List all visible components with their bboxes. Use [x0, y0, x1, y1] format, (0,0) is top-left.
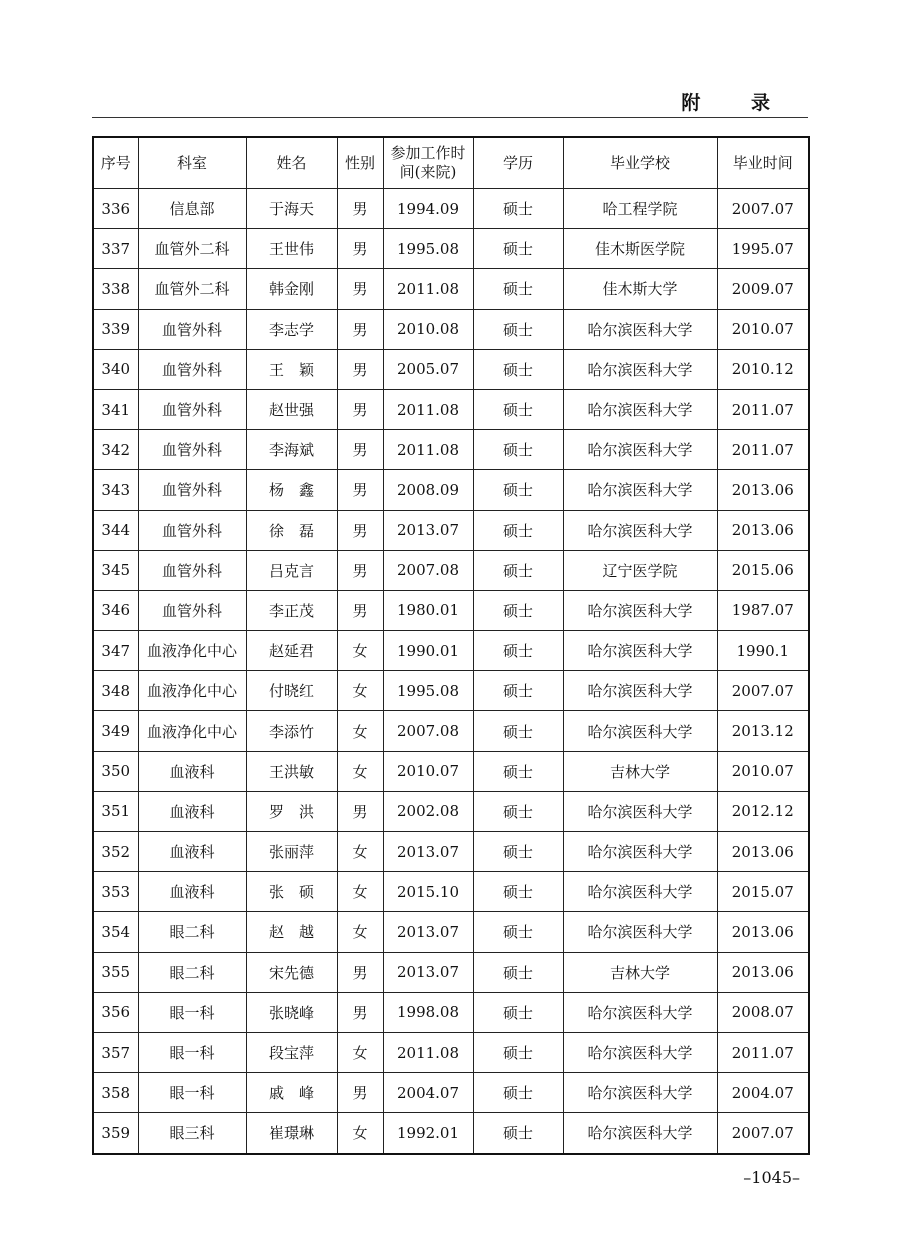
row-index-cell: 340 [93, 349, 138, 389]
start-date-cell: 2011.08 [383, 1032, 473, 1072]
start-date-cell: 2015.10 [383, 872, 473, 912]
start-date-cell: 2011.08 [383, 389, 473, 429]
department-cell: 血液净化中心 [138, 671, 246, 711]
gender-cell: 男 [337, 510, 383, 550]
graduation-date-cell: 1987.07 [717, 590, 809, 630]
department-cell: 血液科 [138, 872, 246, 912]
degree-cell: 硕士 [473, 470, 563, 510]
graduation-date-cell: 2015.07 [717, 872, 809, 912]
start-date-cell: 2013.07 [383, 832, 473, 872]
row-index-cell: 338 [93, 269, 138, 309]
table-row [93, 912, 809, 952]
department-cell: 眼一科 [138, 1073, 246, 1113]
table-row [93, 430, 809, 470]
column-header: 毕业学校 [563, 137, 717, 189]
degree-cell: 硕士 [473, 952, 563, 992]
name-cell: 李正茂 [246, 590, 337, 630]
start-date-cell: 2008.09 [383, 470, 473, 510]
graduation-date-cell: 2007.07 [717, 189, 809, 229]
school-cell: 哈尔滨医科大学 [563, 309, 717, 349]
name-cell: 赵 越 [246, 912, 337, 952]
start-date-cell: 2005.07 [383, 349, 473, 389]
table-row [93, 550, 809, 590]
school-cell: 辽宁医学院 [563, 550, 717, 590]
graduation-date-cell: 2011.07 [717, 389, 809, 429]
school-cell: 哈尔滨医科大学 [563, 1113, 717, 1154]
column-header: 科室 [138, 137, 246, 189]
name-cell: 段宝萍 [246, 1032, 337, 1072]
start-date-cell: 2007.08 [383, 550, 473, 590]
row-index-cell: 344 [93, 510, 138, 550]
gender-cell: 男 [337, 992, 383, 1032]
school-cell: 哈尔滨医科大学 [563, 510, 717, 550]
row-index-cell: 351 [93, 791, 138, 831]
school-cell: 哈尔滨医科大学 [563, 912, 717, 952]
graduation-date-cell: 2015.06 [717, 550, 809, 590]
degree-cell: 硕士 [473, 269, 563, 309]
degree-cell: 硕士 [473, 590, 563, 630]
name-cell: 李志学 [246, 309, 337, 349]
table-row [93, 671, 809, 711]
row-index-cell: 348 [93, 671, 138, 711]
degree-cell: 硕士 [473, 189, 563, 229]
degree-cell: 硕士 [473, 430, 563, 470]
table-row [93, 510, 809, 550]
school-cell: 佳木斯大学 [563, 269, 717, 309]
column-header: 学历 [473, 137, 563, 189]
degree-cell: 硕士 [473, 711, 563, 751]
table-row [93, 952, 809, 992]
degree-cell: 硕士 [473, 309, 563, 349]
table-row [93, 992, 809, 1032]
graduation-date-cell: 2013.06 [717, 912, 809, 952]
name-cell: 徐 磊 [246, 510, 337, 550]
page-number: –1045– [743, 1168, 800, 1187]
start-date-cell: 1994.09 [383, 189, 473, 229]
table-row [93, 189, 809, 229]
row-index-cell: 357 [93, 1032, 138, 1072]
start-date-cell: 2010.07 [383, 751, 473, 791]
name-cell: 王 颖 [246, 349, 337, 389]
department-cell: 血管外科 [138, 590, 246, 630]
department-cell: 血管外二科 [138, 229, 246, 269]
school-cell: 哈尔滨医科大学 [563, 791, 717, 831]
table-row [93, 832, 809, 872]
graduation-date-cell: 1995.07 [717, 229, 809, 269]
table-row [93, 349, 809, 389]
name-cell: 吕克言 [246, 550, 337, 590]
name-cell: 崔璟琳 [246, 1113, 337, 1154]
degree-cell: 硕士 [473, 912, 563, 952]
row-index-cell: 349 [93, 711, 138, 751]
start-date-cell: 2002.08 [383, 791, 473, 831]
table-row [93, 470, 809, 510]
gender-cell: 男 [337, 349, 383, 389]
graduation-date-cell: 2013.06 [717, 952, 809, 992]
row-index-cell: 342 [93, 430, 138, 470]
graduation-date-cell: 2010.12 [717, 349, 809, 389]
row-index-cell: 352 [93, 832, 138, 872]
school-cell: 哈尔滨医科大学 [563, 711, 717, 751]
department-cell: 血管外科 [138, 470, 246, 510]
gender-cell: 女 [337, 1032, 383, 1072]
start-date-cell: 2004.07 [383, 1073, 473, 1113]
gender-cell: 女 [337, 711, 383, 751]
table-row [93, 631, 809, 671]
table-row [93, 389, 809, 429]
name-cell: 王洪敏 [246, 751, 337, 791]
gender-cell: 男 [337, 229, 383, 269]
department-cell: 血液净化中心 [138, 631, 246, 671]
department-cell: 血管外科 [138, 309, 246, 349]
name-cell: 李海斌 [246, 430, 337, 470]
degree-cell: 硕士 [473, 550, 563, 590]
degree-cell: 硕士 [473, 832, 563, 872]
row-index-cell: 358 [93, 1073, 138, 1113]
department-cell: 眼二科 [138, 912, 246, 952]
row-index-cell: 337 [93, 229, 138, 269]
school-cell: 佳木斯医学院 [563, 229, 717, 269]
table-body [93, 189, 809, 1154]
start-date-cell: 1995.08 [383, 229, 473, 269]
table-row [93, 711, 809, 751]
degree-cell: 硕士 [473, 1032, 563, 1072]
name-cell: 宋先德 [246, 952, 337, 992]
gender-cell: 男 [337, 952, 383, 992]
department-cell: 信息部 [138, 189, 246, 229]
graduation-date-cell: 2004.07 [717, 1073, 809, 1113]
name-cell: 张丽萍 [246, 832, 337, 872]
row-index-cell: 345 [93, 550, 138, 590]
start-date-cell: 2010.08 [383, 309, 473, 349]
table-row [93, 309, 809, 349]
start-date-cell: 2011.08 [383, 430, 473, 470]
name-cell: 李添竹 [246, 711, 337, 751]
school-cell: 哈尔滨医科大学 [563, 992, 717, 1032]
school-cell: 哈尔滨医科大学 [563, 349, 717, 389]
name-cell: 张晓峰 [246, 992, 337, 1032]
name-cell: 于海天 [246, 189, 337, 229]
start-date-cell: 2013.07 [383, 912, 473, 952]
degree-cell: 硕士 [473, 791, 563, 831]
department-cell: 血管外科 [138, 510, 246, 550]
start-date-cell: 1992.01 [383, 1113, 473, 1154]
degree-cell: 硕士 [473, 389, 563, 429]
graduation-date-cell: 1990.1 [717, 631, 809, 671]
row-index-cell: 339 [93, 309, 138, 349]
degree-cell: 硕士 [473, 349, 563, 389]
row-index-cell: 353 [93, 872, 138, 912]
school-cell: 哈工程学院 [563, 189, 717, 229]
gender-cell: 女 [337, 1113, 383, 1154]
header-divider [92, 117, 808, 118]
school-cell: 哈尔滨医科大学 [563, 671, 717, 711]
school-cell: 哈尔滨医科大学 [563, 1032, 717, 1072]
gender-cell: 男 [337, 389, 383, 429]
row-index-cell: 359 [93, 1113, 138, 1154]
school-cell: 哈尔滨医科大学 [563, 832, 717, 872]
row-index-cell: 336 [93, 189, 138, 229]
department-cell: 血管外科 [138, 430, 246, 470]
department-cell: 血管外科 [138, 389, 246, 429]
name-cell: 罗 洪 [246, 791, 337, 831]
department-cell: 眼二科 [138, 952, 246, 992]
name-cell: 戚 峰 [246, 1073, 337, 1113]
column-header: 姓名 [246, 137, 337, 189]
table-row [93, 791, 809, 831]
degree-cell: 硕士 [473, 510, 563, 550]
department-cell: 血液科 [138, 751, 246, 791]
staff-table [92, 136, 810, 1155]
row-index-cell: 347 [93, 631, 138, 671]
column-header: 毕业时间 [717, 137, 809, 189]
department-cell: 血管外二科 [138, 269, 246, 309]
school-cell: 哈尔滨医科大学 [563, 430, 717, 470]
graduation-date-cell: 2010.07 [717, 751, 809, 791]
gender-cell: 男 [337, 550, 383, 590]
page-header-title: 附 录 [681, 92, 792, 114]
column-header: 参加工作时间(来院) [383, 137, 473, 189]
degree-cell: 硕士 [473, 1073, 563, 1113]
start-date-cell: 2011.08 [383, 269, 473, 309]
column-header: 序号 [93, 137, 138, 189]
school-cell: 哈尔滨医科大学 [563, 1073, 717, 1113]
gender-cell: 女 [337, 751, 383, 791]
degree-cell: 硕士 [473, 671, 563, 711]
department-cell: 血液科 [138, 791, 246, 831]
table-header-row [93, 137, 809, 189]
row-index-cell: 354 [93, 912, 138, 952]
gender-cell: 女 [337, 912, 383, 952]
degree-cell: 硕士 [473, 872, 563, 912]
table-row [93, 1113, 809, 1154]
school-cell: 哈尔滨医科大学 [563, 389, 717, 429]
graduation-date-cell: 2010.07 [717, 309, 809, 349]
table-row [93, 1032, 809, 1072]
start-date-cell: 1995.08 [383, 671, 473, 711]
department-cell: 眼一科 [138, 992, 246, 1032]
school-cell: 哈尔滨医科大学 [563, 872, 717, 912]
graduation-date-cell: 2011.07 [717, 1032, 809, 1072]
department-cell: 血管外科 [138, 349, 246, 389]
degree-cell: 硕士 [473, 1113, 563, 1154]
graduation-date-cell: 2013.06 [717, 470, 809, 510]
start-date-cell: 1990.01 [383, 631, 473, 671]
gender-cell: 女 [337, 671, 383, 711]
row-index-cell: 341 [93, 389, 138, 429]
row-index-cell: 355 [93, 952, 138, 992]
school-cell: 哈尔滨医科大学 [563, 631, 717, 671]
degree-cell: 硕士 [473, 229, 563, 269]
name-cell: 杨 鑫 [246, 470, 337, 510]
school-cell: 哈尔滨医科大学 [563, 470, 717, 510]
graduation-date-cell: 2007.07 [717, 671, 809, 711]
gender-cell: 女 [337, 832, 383, 872]
column-header: 性别 [337, 137, 383, 189]
graduation-date-cell: 2013.06 [717, 832, 809, 872]
school-cell: 吉林大学 [563, 751, 717, 791]
department-cell: 血液净化中心 [138, 711, 246, 751]
department-cell: 血液科 [138, 832, 246, 872]
gender-cell: 男 [337, 189, 383, 229]
department-cell: 眼三科 [138, 1113, 246, 1154]
graduation-date-cell: 2009.07 [717, 269, 809, 309]
graduation-date-cell: 2013.06 [717, 510, 809, 550]
name-cell: 赵世强 [246, 389, 337, 429]
department-cell: 眼一科 [138, 1032, 246, 1072]
gender-cell: 女 [337, 872, 383, 912]
graduation-date-cell: 2011.07 [717, 430, 809, 470]
table-row [93, 229, 809, 269]
graduation-date-cell: 2013.12 [717, 711, 809, 751]
table-row [93, 751, 809, 791]
gender-cell: 男 [337, 590, 383, 630]
degree-cell: 硕士 [473, 631, 563, 671]
start-date-cell: 2013.07 [383, 510, 473, 550]
graduation-date-cell: 2012.12 [717, 791, 809, 831]
name-cell: 张 硕 [246, 872, 337, 912]
table-row [93, 872, 809, 912]
gender-cell: 男 [337, 470, 383, 510]
gender-cell: 女 [337, 631, 383, 671]
table-row [93, 269, 809, 309]
start-date-cell: 2013.07 [383, 952, 473, 992]
table-row [93, 590, 809, 630]
gender-cell: 男 [337, 430, 383, 470]
school-cell: 哈尔滨医科大学 [563, 590, 717, 630]
name-cell: 付晓红 [246, 671, 337, 711]
gender-cell: 男 [337, 309, 383, 349]
gender-cell: 男 [337, 1073, 383, 1113]
degree-cell: 硕士 [473, 751, 563, 791]
row-index-cell: 343 [93, 470, 138, 510]
start-date-cell: 2007.08 [383, 711, 473, 751]
table-row [93, 1073, 809, 1113]
name-cell: 王世伟 [246, 229, 337, 269]
department-cell: 血管外科 [138, 550, 246, 590]
gender-cell: 男 [337, 269, 383, 309]
degree-cell: 硕士 [473, 992, 563, 1032]
row-index-cell: 346 [93, 590, 138, 630]
gender-cell: 男 [337, 791, 383, 831]
graduation-date-cell: 2007.07 [717, 1113, 809, 1154]
row-index-cell: 356 [93, 992, 138, 1032]
name-cell: 韩金刚 [246, 269, 337, 309]
start-date-cell: 1998.08 [383, 992, 473, 1032]
name-cell: 赵延君 [246, 631, 337, 671]
row-index-cell: 350 [93, 751, 138, 791]
school-cell: 吉林大学 [563, 952, 717, 992]
graduation-date-cell: 2008.07 [717, 992, 809, 1032]
start-date-cell: 1980.01 [383, 590, 473, 630]
